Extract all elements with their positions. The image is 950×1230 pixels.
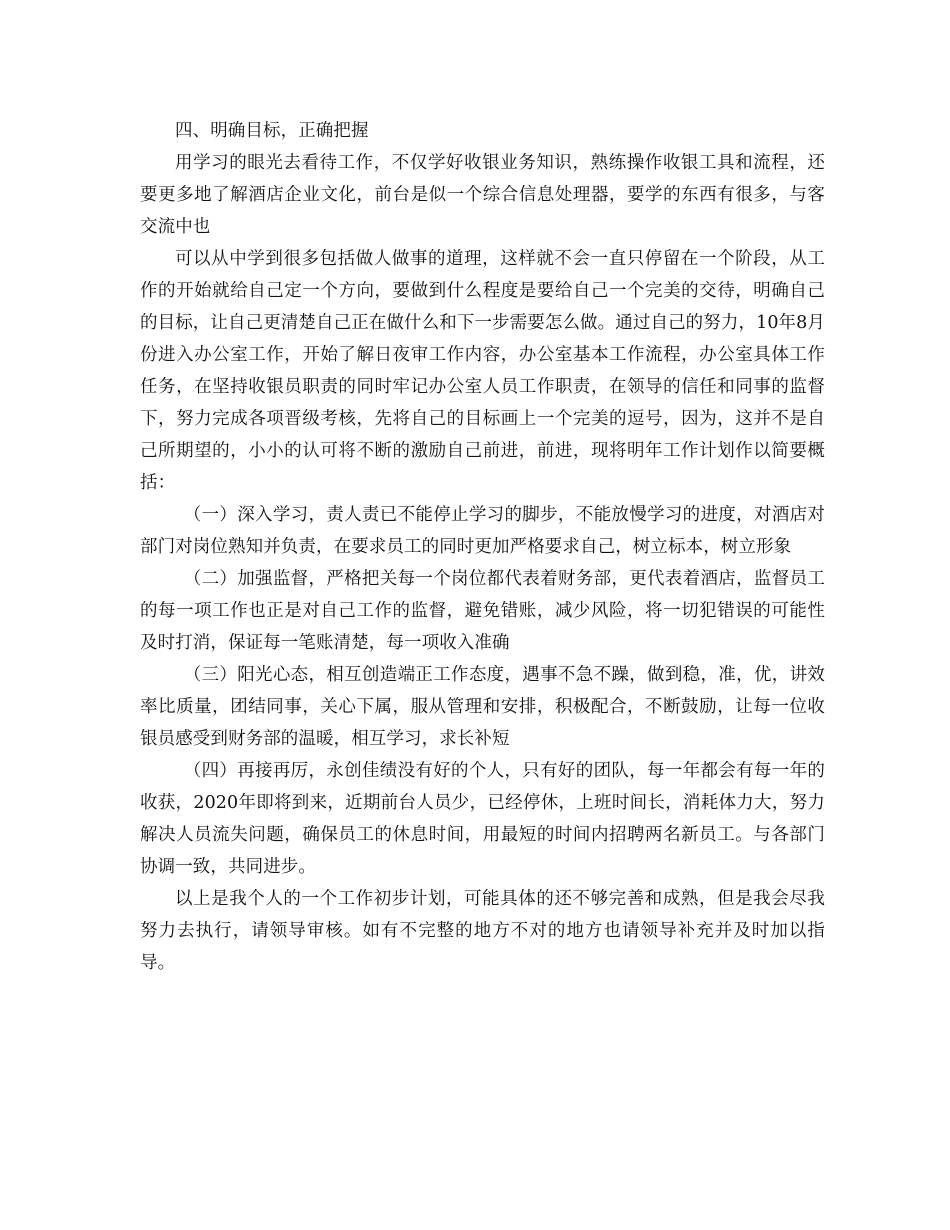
plan-item-2: （二）加强监督，严格把关每一个岗位都代表着财务部，更代表着酒店，监督员工的每一项工作也正是对自己工作的监督，避免错账，减少风险，将一切犯错误的可能性及时打消，保证每一笔账清楚，每一项收入准确 <box>140 569 825 653</box>
closing-paragraph: 以上是我个人的一个工作初步计划，可能具体的还不够完善和成熟，但是我会尽我努力去执行，请领导审核。如有不完整的地方不对的地方也请领导补充并及时加以指导。 <box>140 889 825 973</box>
plan-item-1: （一）深入学习，责人责已不能停止学习的脚步，不能放慢学习的进度，对酒店对部门对岗位熟知并负责，在要求员工的同时更加严格要求自己，树立标本，树立形象 <box>140 505 825 557</box>
plan-item-4: （四）再接再厉，永创佳绩没有好的个人，只有好的团队，每一年都会有每一年的收获，2020年即将到来，近期前台人员少，已经停休，上班时间长，消耗体力大，努力解决人员流失问题，确保员工的休息时间，用最短的时间内招聘两名新员工。与各部门协调一致，共同进步。 <box>140 761 825 877</box>
section-heading: 四、明确目标，正确把握 <box>175 121 369 141</box>
plan-item-3: （三）阳光心态，相互创造端正工作态度，遇事不急不躁，做到稳，准，优，讲效率比质量，团结同事，关心下属，服从管理和安排，积极配合，不断鼓励，让每一位收银员感受到财务部的温暖，相互学习，求长补短 <box>140 665 825 749</box>
paragraph-goals: 可以从中学到很多包括做人做事的道理，这样就不会一直只停留在一个阶段，从工作的开始就给自己定一个方向，要做到什么程度是要给自己一个完美的交待，明确自己的目标，让自己更清楚自己正在做什么和下一步需要怎么做。通过自己的努力，10年8月份进入办公室工作，开始了解日夜审工作内容，办公室基本工作流程，办公室具体工作任务，在坚持收银员职责的同时牢记办公室人员工作职责，在领导的信任和同事的监督下，努力完成各项晋级考核，先将自己的目标画上一个完美的逗号，因为，这并不是自己所期望的，小小的认可将不断的激励自己前进，前进，现将明年工作计划作以简要概括： <box>140 249 825 493</box>
paragraph-intro: 用学习的眼光去看待工作，不仅学好收银业务知识，熟练操作收银工具和流程，还要更多地了解酒店企业文化，前台是似一个综合信息处理器，要学的东西有很多，与客交流中也 <box>140 153 825 237</box>
document-body <box>140 115 825 979</box>
